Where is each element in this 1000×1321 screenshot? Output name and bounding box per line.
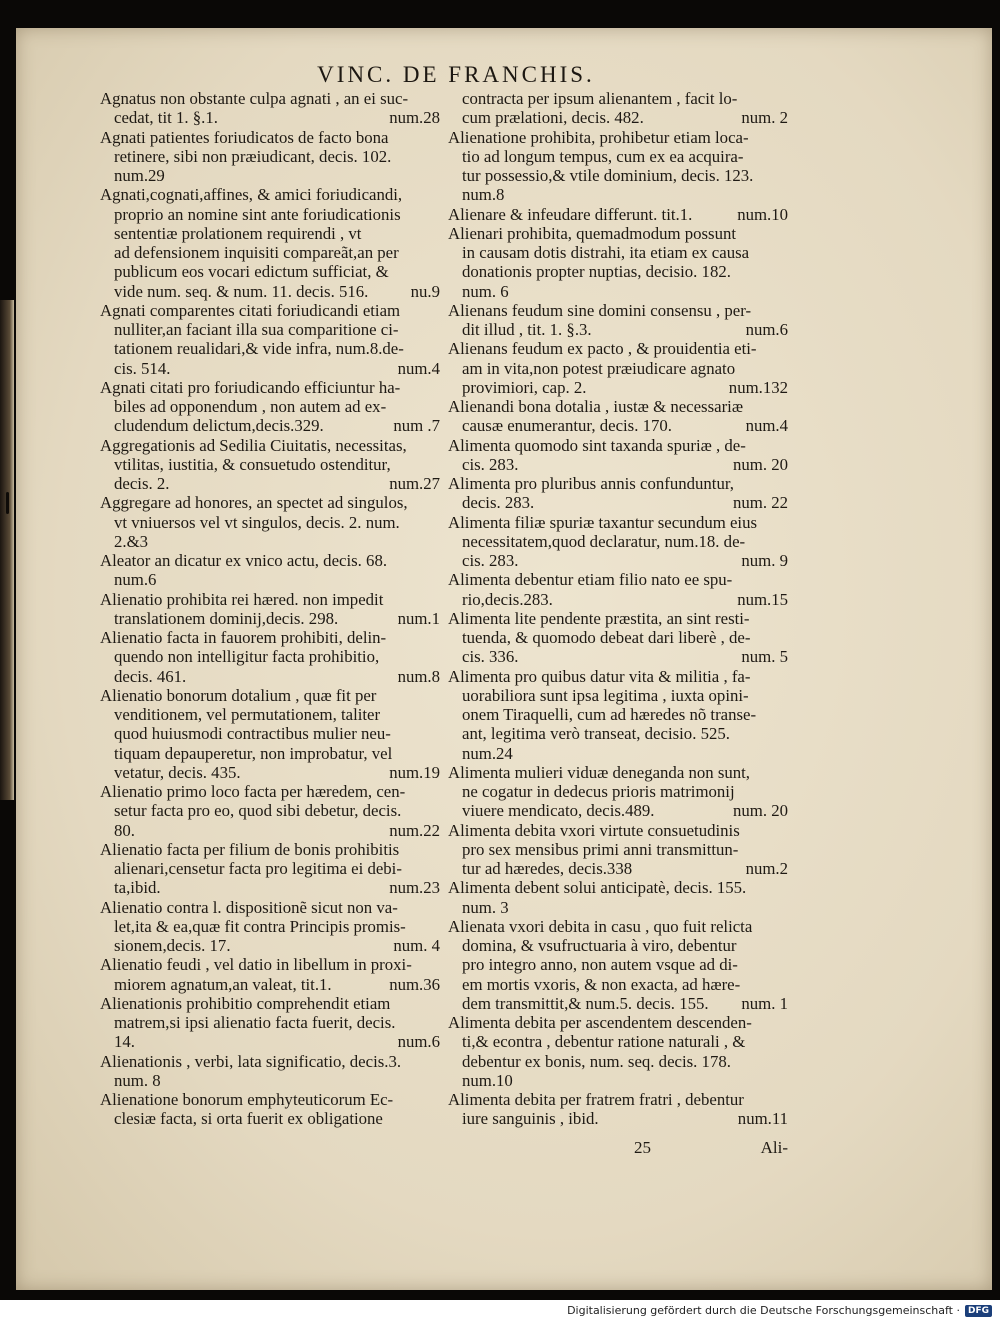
entry-line: vt vniuersos vel vt singulos, decis. 2. num. bbox=[114, 512, 400, 532]
entry-text: Alienare & infeudare differunt. tit.1. bbox=[448, 204, 693, 224]
entry-line: Alienandi bona dotalia , iustæ & necessariæ bbox=[448, 397, 744, 416]
entry-number: num.19 bbox=[389, 762, 440, 782]
entry-line: alienari,censetur facta pro legitima ei debi- bbox=[114, 859, 402, 878]
entry-line: Alimenta pro quibus datur vita & militia , fa- bbox=[448, 666, 751, 686]
entry-line bbox=[448, 455, 788, 474]
entry-line bbox=[448, 994, 788, 1013]
index-entry bbox=[448, 609, 788, 667]
entry-number: num.23 bbox=[389, 878, 440, 898]
entry-line bbox=[100, 359, 440, 378]
entry-line bbox=[100, 609, 440, 628]
index-entry bbox=[100, 493, 440, 551]
index-entry bbox=[100, 436, 440, 494]
entry-line: Aleator an dicatur ex vnico actu, decis. 68. bbox=[100, 551, 388, 570]
index-entry bbox=[100, 840, 440, 898]
entry-number: num. 22 bbox=[732, 493, 788, 513]
entry-text: provimiori, cap. 2. bbox=[462, 377, 587, 397]
entry-line bbox=[448, 647, 788, 666]
entry-text: ta,ibid. bbox=[114, 878, 161, 898]
entry-number: num.4 bbox=[397, 358, 440, 378]
entry-number: num.27 bbox=[389, 474, 440, 493]
entry-text: causæ enumerantur, decis. 170. bbox=[462, 416, 672, 436]
index-entry bbox=[100, 628, 440, 686]
entry-line: 2.&3 bbox=[114, 531, 149, 551]
entry-line: nulliter,an faciant illa sua comparitione ci- bbox=[114, 320, 399, 339]
entry-line: tur possessio,& vtile dominium, decis. 123. bbox=[462, 166, 754, 185]
entry-line: pro integro anno, non autem vsque ad di- bbox=[462, 955, 738, 975]
entry-line: Alienatio contra l. dispositionẽ sicut non va- bbox=[100, 897, 398, 917]
entry-text: cludendum delictum,decis.329. bbox=[114, 416, 324, 436]
entry-line bbox=[448, 493, 788, 512]
entry-line: let,ita & ea,quæ fit contra Principis promis- bbox=[114, 916, 406, 936]
entry-number: num. 2 bbox=[741, 108, 788, 128]
entry-number: num. 20 bbox=[732, 801, 788, 821]
index-entry bbox=[100, 898, 440, 956]
entry-line bbox=[100, 821, 440, 840]
entry-text: cedat, tit 1. §.1. bbox=[114, 108, 218, 128]
index-entry bbox=[100, 955, 440, 994]
entry-line: Alimenta debentur etiam filio nato ee spu- bbox=[448, 570, 733, 590]
entry-line: vtilitas, iustitia, & consuetudo ostenditur, bbox=[114, 454, 391, 474]
index-entry bbox=[448, 128, 788, 205]
entry-number: num. 20 bbox=[732, 454, 788, 474]
entry-line: Aggregare ad honores, an spectet ad singulos, bbox=[100, 493, 408, 513]
entry-number: nu.9 bbox=[410, 281, 440, 301]
entry-text: vetatur, decis. 435. bbox=[114, 762, 241, 782]
entry-line: Alienationis prohibitio comprehendit etiam bbox=[100, 993, 391, 1013]
entry-line: Agnati comparentes citati foriudicandi etiam bbox=[100, 300, 401, 320]
entry-line: Aggregationis ad Sedilia Ciuitatis, necessitas, bbox=[100, 435, 407, 455]
entry-line: donationis propter nuptias, decisio. 182. bbox=[462, 262, 731, 282]
entry-line: Alienationis , verbi, lata significatio, decis.3. bbox=[100, 1051, 402, 1071]
book-page bbox=[16, 28, 992, 1290]
entry-line: sententiæ prolationem requirendi , vt bbox=[114, 223, 362, 243]
entry-line bbox=[448, 320, 788, 339]
entry-line: Alienatio facta per filium de bonis prohibitis bbox=[100, 839, 400, 859]
entry-line bbox=[100, 416, 440, 435]
entry-line bbox=[100, 878, 440, 897]
entry-text: cum prælationi, decis. 482. bbox=[462, 108, 644, 128]
entry-line bbox=[448, 1109, 788, 1128]
entry-number: num.6 bbox=[745, 320, 788, 339]
entry-text: decis. 461. bbox=[114, 666, 187, 686]
entry-line: biles ad opponendum , non autem ad ex- bbox=[114, 397, 387, 416]
entry-text: cis. 336. bbox=[462, 647, 519, 667]
entry-text: cis. 514. bbox=[114, 358, 171, 378]
entry-line: Alimenta pro pluribus annis confunduntur, bbox=[448, 474, 734, 493]
index-entry bbox=[448, 397, 788, 436]
index-entry bbox=[448, 224, 788, 301]
entry-line bbox=[448, 551, 788, 570]
entry-line: Alimenta quomodo sint taxanda spuriæ , de- bbox=[448, 435, 746, 455]
entry-line: Alienata vxori debita in casu , quo fuit relicta bbox=[448, 916, 753, 936]
entry-line: proprio an nomine sint ante foriudicationis bbox=[114, 204, 401, 224]
index-entry bbox=[448, 1090, 788, 1129]
entry-line: num. 3 bbox=[462, 897, 509, 917]
entry-number: num.2 bbox=[745, 859, 788, 878]
entry-text: cis. 283. bbox=[462, 551, 519, 570]
entry-line bbox=[448, 378, 788, 397]
entry-text: tur ad hæredes, decis.338 bbox=[462, 859, 633, 878]
entry-line: num.24 bbox=[462, 743, 513, 763]
entry-line: num.6 bbox=[114, 570, 157, 590]
entry-text: 80. bbox=[114, 820, 135, 840]
entry-line bbox=[448, 108, 788, 127]
entry-line: publicum eos vocari edictum sufficiat, & bbox=[114, 262, 389, 282]
entry-line: Alimenta debent solui anticipatè, decis. 155. bbox=[448, 878, 747, 898]
index-entry bbox=[100, 301, 440, 378]
entry-line bbox=[100, 936, 440, 955]
entry-line: Agnatus non obstante culpa agnati , an ei suc- bbox=[100, 89, 409, 108]
running-title: VINC. DE FRANCHIS. bbox=[317, 62, 595, 87]
index-entry bbox=[448, 301, 788, 340]
index-entry bbox=[448, 89, 788, 128]
index-entry bbox=[448, 570, 788, 609]
entry-line: Agnati patientes foriudicatos de facto bona bbox=[100, 127, 389, 147]
entry-text: dem transmittit,& num.5. decis. 155. bbox=[462, 993, 709, 1013]
entry-line bbox=[100, 282, 440, 301]
entry-text: 14. bbox=[114, 1032, 135, 1052]
entry-line: Alimenta debita per fratrem fratri , debentur bbox=[448, 1090, 744, 1109]
entry-line: domina, & vsufructuaria à viro, debentur bbox=[462, 936, 737, 955]
entry-line: Alimenta mulieri viduæ deneganda non sunt, bbox=[448, 762, 751, 782]
index-entry bbox=[448, 474, 788, 513]
entry-text: dit illud , tit. 1. §.3. bbox=[462, 320, 592, 339]
index-entry bbox=[448, 1013, 788, 1090]
entry-number: num.22 bbox=[389, 820, 440, 840]
entry-line bbox=[448, 416, 788, 435]
catchword: Ali- bbox=[760, 1138, 788, 1157]
entry-line: setur facta pro eo, quod sibi debetur, decis. bbox=[114, 801, 402, 821]
entry-number: num .7 bbox=[393, 416, 440, 436]
entry-line bbox=[100, 975, 440, 994]
entry-text: vide num. seq. & num. 11. decis. 516. bbox=[114, 281, 369, 301]
digitization-credit-bar bbox=[0, 1300, 1000, 1321]
credit-text: Digitalisierung gefördert durch die Deutsche Forschungsgemeinschaft · bbox=[567, 1304, 960, 1317]
entry-line bbox=[448, 859, 788, 878]
index-entry bbox=[100, 378, 440, 436]
entry-text: decis. 2. bbox=[114, 474, 170, 493]
entry-line: Alimenta filiæ spuriæ taxantur secundum eius bbox=[448, 512, 758, 532]
index-entry bbox=[100, 551, 440, 590]
entry-line: tiquam depauperetur, non improbatur, vel bbox=[114, 743, 393, 763]
index-column-right bbox=[448, 89, 788, 1129]
entry-line: onem Tiraquelli, cum ad hæredes nõ transe- bbox=[462, 705, 757, 724]
index-entry bbox=[448, 339, 788, 397]
entry-line: ant, legitima verò transeat, decisio. 525. bbox=[462, 724, 730, 744]
index-entry bbox=[448, 917, 788, 1013]
entry-line: Alienatio bonorum dotalium , quæ fit per bbox=[100, 685, 377, 705]
entry-line: necessitatem,quod declaratur, num.18. de- bbox=[462, 531, 746, 551]
entry-line: tuenda, & quomodo debeat dari liberè , de- bbox=[462, 628, 751, 647]
entry-number: num.132 bbox=[728, 377, 788, 397]
entry-number: num.6 bbox=[397, 1032, 440, 1052]
scan-mark bbox=[6, 492, 9, 514]
entry-text: viuere mendicato, decis.489. bbox=[462, 801, 655, 821]
index-entry bbox=[100, 782, 440, 840]
entry-number: num. 1 bbox=[741, 993, 788, 1013]
adjacent-page-edge bbox=[0, 300, 14, 800]
entry-number: num.1 bbox=[397, 608, 440, 628]
entry-line: clesiæ facta, si orta fuerit ex obligatione bbox=[114, 1109, 383, 1129]
entry-line: tationem reualidari,& vide infra, num.8.de- bbox=[114, 339, 404, 359]
entry-line: pro sex mensibus primi anni transmittun- bbox=[462, 839, 739, 859]
entry-line: uorabiliora sunt ipsa legitima , iuxta opini- bbox=[462, 685, 749, 705]
entry-line: quod huiusmodi contractibus mulier neu- bbox=[114, 724, 391, 744]
entry-line: ti,& econtra , debentur ratione naturali , & bbox=[462, 1032, 746, 1052]
entry-line: Alienatio prohibita rei hæred. non impedit bbox=[100, 589, 384, 609]
entry-number: num. 4 bbox=[393, 936, 440, 955]
entry-line: tio ad longum tempus, cum ex ea acquira- bbox=[462, 146, 744, 166]
index-entry bbox=[100, 128, 440, 186]
index-entry bbox=[448, 513, 788, 571]
index-column-left bbox=[100, 89, 440, 1129]
entry-number: num.10 bbox=[737, 204, 788, 224]
index-entry bbox=[100, 1090, 440, 1129]
entry-line: Alienans feudum sine domini consensu , per- bbox=[448, 300, 752, 320]
entry-text: miorem agnatum,an valeat, tit.1. bbox=[114, 974, 332, 994]
entry-text: iure sanguinis , ibid. bbox=[462, 1109, 599, 1129]
entry-line: in causam dotis distrahi, ita etiam ex causa bbox=[462, 243, 750, 262]
index-entry bbox=[448, 667, 788, 763]
entry-text: sionem,decis. 17. bbox=[114, 936, 231, 955]
entry-text: cis. 283. bbox=[462, 454, 519, 474]
entry-number: num.36 bbox=[389, 974, 440, 994]
entry-line: ad defensionem inquisiti compareãt,an per bbox=[114, 243, 399, 262]
entry-line bbox=[100, 474, 440, 493]
entry-line: quendo non intelligitur facta prohibitio, bbox=[114, 647, 380, 667]
entry-line: Alienatio primo loco facta per hæredem, cen- bbox=[100, 782, 406, 801]
entry-text: rio,decis.283. bbox=[462, 589, 553, 609]
entry-line bbox=[100, 667, 440, 686]
index-entry bbox=[448, 763, 788, 821]
index-entry bbox=[100, 89, 440, 128]
entry-line: num.10 bbox=[462, 1070, 513, 1090]
entry-line: num.8 bbox=[462, 185, 505, 205]
index-entry bbox=[100, 686, 440, 782]
entry-number: num.8 bbox=[397, 666, 440, 686]
entry-line: Alimenta debita vxori virtute consuetudinis bbox=[448, 820, 740, 840]
entry-line: Alienatio facta in fauorem prohibiti, delin- bbox=[100, 628, 387, 647]
entry-line bbox=[100, 763, 440, 782]
entry-line: num. 6 bbox=[462, 281, 509, 301]
entry-line: Alienans feudum ex pacto , & prouidentia eti- bbox=[448, 339, 757, 359]
index-entry bbox=[100, 590, 440, 629]
entry-line: ne cogatur in dedecus prioris matrimonij bbox=[462, 782, 735, 801]
entry-number: num.4 bbox=[745, 416, 788, 436]
entry-line: Alienatione bonorum emphyteuticorum Ec- bbox=[100, 1090, 394, 1109]
entry-line: Agnati citati pro foriudicando efficiuntur ha- bbox=[100, 377, 401, 397]
entry-number: num.28 bbox=[389, 108, 440, 128]
entry-line bbox=[448, 205, 788, 224]
entry-line bbox=[100, 1032, 440, 1051]
entry-line: matrem,si ipsi alienatio facta fuerit, decis. bbox=[114, 1013, 396, 1032]
entry-line bbox=[448, 590, 788, 609]
entry-line bbox=[100, 108, 440, 127]
entry-line: Alienatio feudi , vel datio in libellum in proxi- bbox=[100, 955, 412, 975]
entry-line bbox=[448, 801, 788, 820]
index-entry bbox=[448, 821, 788, 879]
entry-line: Alimenta debita per ascendentem descenden- bbox=[448, 1013, 752, 1032]
entry-line: contracta per ipsum alienantem , facit lo- bbox=[462, 89, 738, 108]
entry-line: Alienari prohibita, quemadmodum possunt bbox=[448, 223, 737, 243]
entry-line: Alienatione prohibita, prohibetur etiam loca- bbox=[448, 127, 749, 147]
entry-number: num. 9 bbox=[741, 551, 788, 570]
index-entry bbox=[448, 205, 788, 224]
entry-text: translationem dominij,decis. 298. bbox=[114, 608, 339, 628]
index-entry bbox=[448, 878, 788, 917]
entry-line: num.29 bbox=[114, 166, 165, 185]
entry-line: retinere, sibi non præiudicant, decis. 102. bbox=[114, 146, 392, 166]
index-entry bbox=[100, 1052, 440, 1091]
index-entry bbox=[100, 185, 440, 301]
entry-number: num. 5 bbox=[741, 647, 788, 667]
entry-text: decis. 283. bbox=[462, 493, 535, 513]
dfg-logo: DFG bbox=[965, 1305, 992, 1317]
index-entry bbox=[100, 994, 440, 1052]
entry-line: venditionem, vel permutationem, taliter bbox=[114, 705, 381, 724]
entry-line: em mortis vxoris, & non exacta, ad hære- bbox=[462, 974, 741, 994]
page-number: 25 bbox=[634, 1138, 651, 1157]
page-footer bbox=[448, 1138, 788, 1160]
entry-line: Agnati,cognati,affines, & amici foriudicandi, bbox=[100, 185, 403, 205]
entry-number: num.15 bbox=[737, 589, 788, 609]
entry-line: am in vita,non potest præiudicare agnato bbox=[462, 358, 736, 378]
index-entry bbox=[448, 436, 788, 475]
entry-line: Alimenta lite pendente præstita, an sint resti- bbox=[448, 608, 750, 628]
entry-number: num.11 bbox=[737, 1109, 788, 1129]
entry-line: num. 8 bbox=[114, 1070, 161, 1090]
entry-line: debentur ex bonis, num. seq. decis. 178. bbox=[462, 1051, 731, 1071]
